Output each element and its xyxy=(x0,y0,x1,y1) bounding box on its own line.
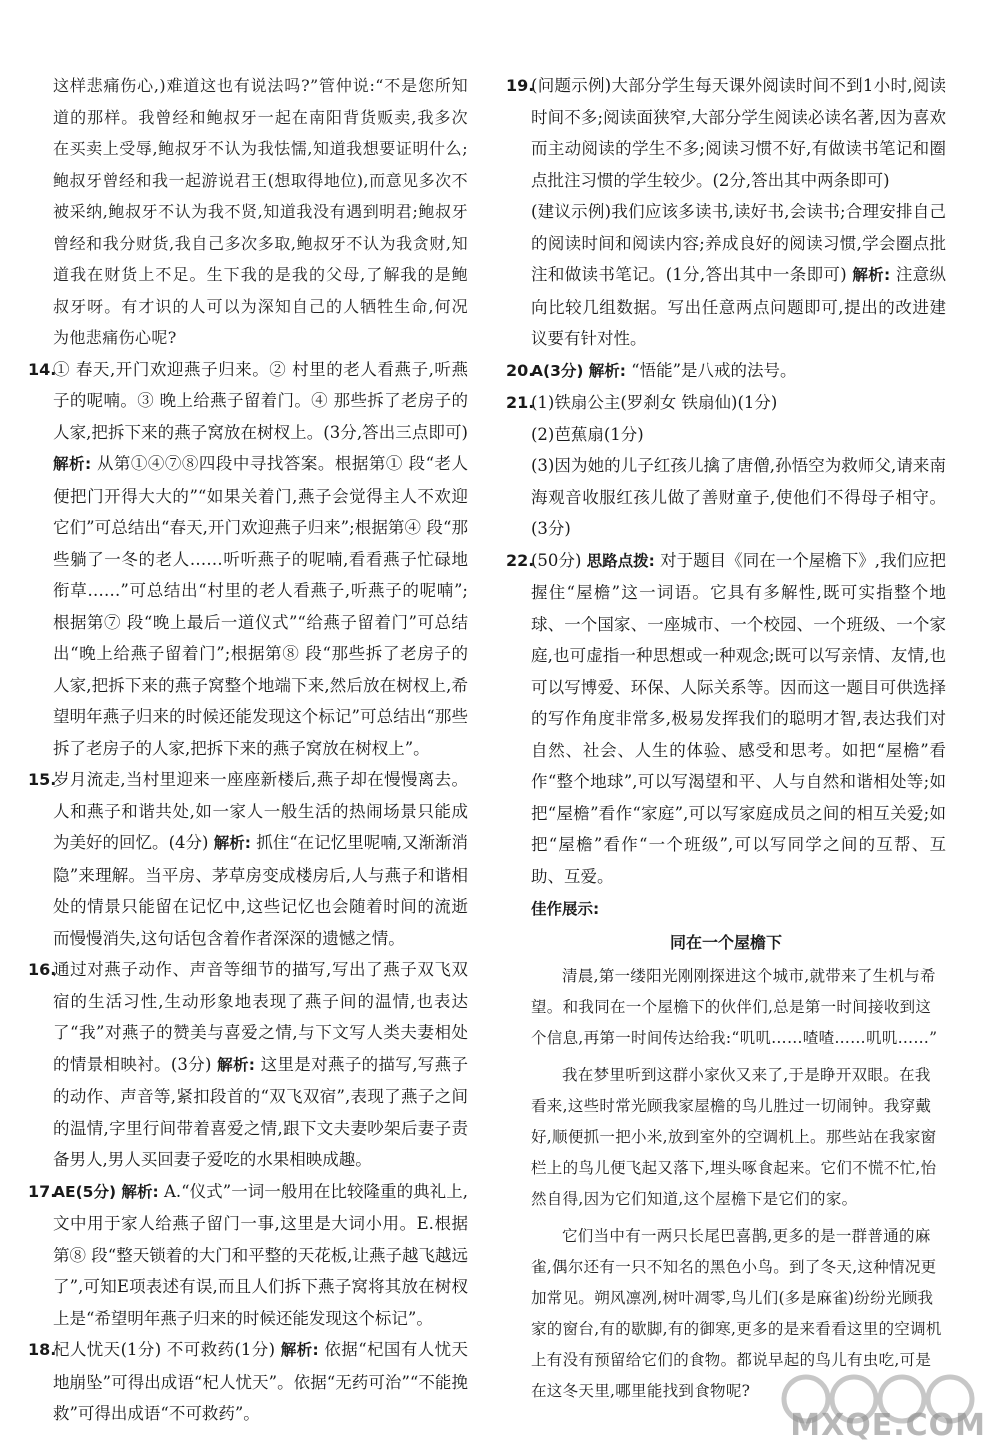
answer-21-part-3: (3)因为她的儿子红孩儿擒了唐僧,孙悟空为救师父,请来南海观音收服红孩儿做了善财童子,使他们不得母子相守。(3分) xyxy=(531,456,946,538)
score-text: (50分) xyxy=(531,550,582,570)
analysis-text: 这里是对燕子的描写,写燕子的动作、声音等,紧扣段首的“双飞双宿”,表现了燕子之间的温情,字里行间带着喜爱之情,跟下文夫妻吵架后妻子责备男人,男人买回妻子爱吃的水果相映成趣。 xyxy=(53,1054,469,1169)
answer-text: 杞人忧天(1分) 不可救药(1分) xyxy=(53,1340,276,1359)
answer-14 xyxy=(28,354,468,765)
answer-text: AE(5分) xyxy=(53,1182,117,1201)
answer-text: 通过对燕子动作、声音等细节的描写,写出了燕子双飞双宿的生活习性,生动形象地表现了燕子间的温情,也表达了“我”对燕子的赞美与喜爱之情,与下文写人类夫妻相处的情景相映衬。(3分) xyxy=(53,960,468,1074)
guide-text: 对于题目《同在一个屋檐下》,我们应把握住“屋檐”这一词语。它具有多解性,既可实指整个地球、一个国家、一座城市、一个校园、一个班级、一个家庭,也可虚指一种思想或一种观念;既可以写亲情、友情,也可以写博爱、环保、人际关系等。因而这一题目可供选择的写作角度非常多,极易发挥我们的聪明才智,表达我们对自然、社会、人生的体验、感受和思考。如把“屋檐”看作“整个地球”,可以写渴望和平、人与自然和谐相处等;如把“屋檐”看作“家庭”,可以写家庭成员之间的相互关爱;如把“屋檐”看作“一个班级”,可以写同学之间的互帮、互助、互爱。 xyxy=(531,550,947,886)
essay-paragraph: 我在梦里听到这群小家伙又来了,于是睁开双眼。在我看来,这些时常光顾我家屋檐的鸟儿胜过一切闹钟。我穿戴好,顺便抓一把小米,放到室外的空调机上。那些站在我家窗栏上的鸟儿便飞起又落下,埋头啄食起来。它们不慌不忙,怡然自得,因为它们知道,这个屋檐下是它们的家。 xyxy=(531,1066,937,1208)
question-number: 20. xyxy=(506,360,535,380)
suggestion-text: (建议示例)我们应该多读书,读好书,会读书;合理安排自己的阅读时间和阅读内容;养成良好的阅读习惯,学会圈点批注和做读书笔记。(1分,答出其中一条即可) xyxy=(531,202,946,284)
answer-17 xyxy=(28,1176,468,1335)
analysis-label: 解析: xyxy=(588,361,626,380)
essay-paragraph: 它们当中有一两只长尾巴喜鹊,更多的是一群普通的麻雀,偶尔还有一只不知名的黑色小鸟。到了冬天,这种情况更加常见。朔风凛冽,树叶凋零,鸟儿们(多是麻雀)纷纷光顾我家的窗台,有的歇脚,有的御寒,更多的是来看看这里的空调机上有没有预留给它们的食物。都说早起的鸟儿有虫吃,可是在这冬天里,哪里能找到食物呢? xyxy=(531,1227,942,1400)
analysis-label: 解析: xyxy=(217,1055,255,1074)
showcase-label: 佳作展示: xyxy=(531,900,600,918)
analysis-text: “悟能”是八戒的法号。 xyxy=(631,360,797,380)
analysis-text: 注意纵向比较几组数据。写出任意两点问题即可,提出的改进建议要有针对性。 xyxy=(531,265,947,348)
analysis-label: 解析: xyxy=(280,1341,319,1359)
answer-15 xyxy=(28,764,468,954)
answer-20 xyxy=(506,355,946,388)
analysis-text: 抓住“在记忆里呢喃,又渐渐消隐”来理解。当平房、茅草房变成楼房后,人与燕子和谐相处的情景只能留在记忆中,这些记忆也会随着时间的流逝而慢慢消失,这句话包含着作者深深的遗憾之情。 xyxy=(53,833,469,948)
left-column xyxy=(28,70,468,1430)
answer-19-suggestion xyxy=(506,196,946,355)
analysis-label: 解析: xyxy=(53,455,92,473)
guide-label: 思路点拨: xyxy=(586,551,655,570)
analysis-text: 从第①④⑦⑧四段中寻找答案。根据第① 段“老人便把门开得大大的”“如果关着门,燕子会觉得主人不欢迎它们”可总结出“春天,开门欢迎燕子归来”;根据第④ 段“那些躺了一冬的老人……听听燕子的呢喃,看看燕子忙碌地衔草……”可总结出“村里的老人看燕子,听燕子的呢喃”;根据第⑦ 段“晚上最后一道仪式”“给燕子留着门”可总结出“晚上给燕子留着门”;根据第⑧ 段“那些拆了老房子的人家,把拆下来的燕子窝整个地端下来,然后放在树杈上,希望明年燕子归来的时候还能发现这个标记”可总结出“那些拆了老房子的人家,把拆下来的燕子窝放在树杈上”。 xyxy=(53,454,468,758)
question-number: 15. xyxy=(28,770,57,789)
question-number: 17. xyxy=(28,1181,57,1201)
answer-21 xyxy=(506,387,946,545)
analysis-label: 解析: xyxy=(852,266,891,284)
answer-text: A(3分) xyxy=(531,361,584,380)
essay-title: 同在一个屋檐下 xyxy=(669,933,782,952)
answer-16 xyxy=(28,954,468,1176)
analysis-label: 解析: xyxy=(213,834,251,852)
question-number: 19. xyxy=(506,76,535,95)
analysis-text: A.“仪式”一词一般用在比较隆重的典礼上,文中用于家人给燕子留门一事,这里是大词小用。E.根据第⑧ 段“整天锁着的大门和平整的天花板,让燕子越飞越远了”,可知E项表述有误,而且人们拆下燕子窝将其放在树杈上是“希望明年燕子归来的时候还能发现这个标记”。 xyxy=(53,1181,469,1328)
answer-22 xyxy=(506,545,946,893)
question-number: 22. xyxy=(506,550,535,570)
answer-18 xyxy=(28,1334,468,1430)
answer-21-part-1: (1)铁扇公主(罗刹女 铁扇仙)(1分) xyxy=(531,393,778,412)
essay-paragraph: 清晨,第一缕阳光刚刚探进这个城市,就带来了生机与希望。和我同在一个屋檐下的伙伴们,总是第一时间接收到这个信息,再第一时间传达给我:“叽叽……喳喳……叽叽……” xyxy=(531,967,938,1047)
analysis-text: 依据“杞国有人忧天地崩坠”可得出成语“杞人忧天”。依据“无药可治”“不能挽救”可得出成语“不可救药”。 xyxy=(53,1340,468,1423)
answer-text: ① 春天,开门欢迎燕子归来。② 村里的老人看燕子,听燕子的呢喃。③ 晚上给燕子留着门。④ 那些拆了老房子的人家,把拆下来的燕子窝放在树杈上。(3分,答出三点即可) xyxy=(53,359,468,442)
question-number: 14. xyxy=(28,359,57,379)
continued-translation: 这样悲痛伤心,)难道这也有说法吗?”管仲说:“不是您所知道的那样。我曾经和鲍叔牙一起在南阳背货贩卖,我多次在买卖上受辱,鲍叔牙不认为我怯懦,知道我想要证明什么;鲍叔牙曾经和我一起游说君王(想取得地位),而意见多次不被采纳,鲍叔牙不认为我不贤,知道我没有遇到明君;鲍叔牙曾经和我分财货,我自己多次多取,鲍叔牙不认为我贪财,知道我在财货上不足。生下我的是我的父母,了解我的是鲍叔牙呀。有才识的人可以为深知自己的人牺牲生命,何况为他悲痛伤心呢? xyxy=(53,76,468,347)
watermark-text: MXQE.COM xyxy=(790,1408,986,1443)
answer-text: 岁月流走,当村里迎来一座座新楼后,燕子却在慢慢离去。人和燕子和谐共处,如一家人一般生活的热闹场景只能成为美好的回忆。(4分) xyxy=(53,770,468,852)
right-column xyxy=(506,70,946,1413)
analysis-label: 解析: xyxy=(121,1182,159,1201)
question-number: 16. xyxy=(28,960,57,979)
answer-21-part-2: (2)芭蕉扇(1分) xyxy=(531,424,644,444)
essay-body xyxy=(506,961,946,1407)
answer-text: (问题示例)大部分学生每天课外阅读时间不到1小时,阅读时间不多;阅读面狭窄,大部分学生阅读必读名著,因为喜欢而主动阅读的学生不多;阅读习惯不好,有做读书笔记和圈点批注习惯的学生较少。(2分,答出其中两条即可) xyxy=(531,76,946,190)
question-number: 18. xyxy=(28,1340,57,1359)
question-number: 21. xyxy=(506,393,535,412)
answer-19 xyxy=(506,70,946,196)
